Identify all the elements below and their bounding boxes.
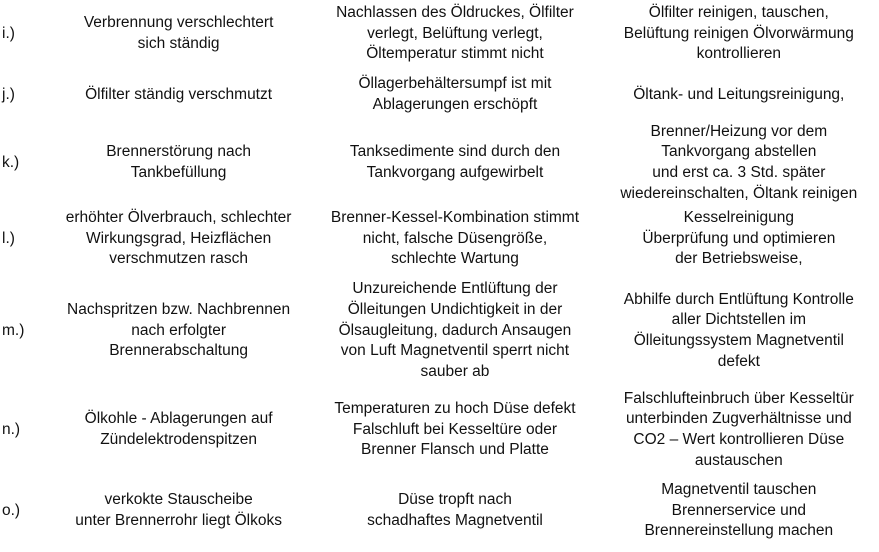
remedy-cell: Ölfilter reinigen, tauschen, Belüftung reinigen Ölvorwärmung kontrollieren — [623, 4, 854, 63]
symptom-cell: erhöhter Ölverbrauch, schlechter Wirkungsgrad, Heizflächen verschmutzen rasch — [65, 209, 292, 268]
remedy-cell: Kesselreinigung Überprüfung und optimieren der Betriebsweise, — [642, 209, 836, 268]
table-row — [0, 70, 879, 120]
table-row — [0, 205, 879, 273]
table-row — [0, 122, 879, 204]
table-row — [0, 281, 879, 381]
symptom-cell: Verbrennung verschlechtert sich ständig — [83, 14, 274, 52]
symptom-cell: Brennerstörung nach Tankbefüllung — [106, 143, 251, 181]
row-id: o.) — [2, 501, 21, 519]
row-id: i.) — [2, 24, 15, 42]
remedy-cell: Öltank- und Leitungsreinigung, — [633, 85, 845, 103]
remedy-cell: Brenner/Heizung vor dem Tankvorgang abstellen und erst ca. 3 Std. später wiedereinschalten, Öltank reinigen — [620, 122, 858, 202]
symptom-cell: verkokte Stauscheibe unter Brennerrohr liegt Ölkoks — [75, 491, 282, 529]
table-row — [0, 0, 879, 68]
row-id: n.) — [2, 420, 21, 438]
row-id: j.) — [2, 85, 15, 103]
row-id: m.) — [2, 321, 25, 339]
symptom-cell: Ölfilter ständig verschmutzt — [85, 85, 273, 103]
row-id: l.) — [2, 229, 15, 247]
remedy-cell: Falschlufteinbruch über Kesseltür unterbinden Zugverhältnisse und CO2 – Wert kontrollieren Düse austauschen — [623, 389, 854, 469]
table-row — [0, 474, 879, 548]
cause-cell: Öllagerbehältersumpf ist mit Ablagerungen erschöpft — [358, 75, 552, 113]
cause-cell: Nachlassen des Öldruckes, Ölfilter verlegt, Belüftung verlegt, Öltemperatur stimmt nicht — [336, 4, 574, 63]
symptom-cell: Nachspritzen bzw. Nachbrennen nach erfolgter Brennerabschaltung — [67, 301, 291, 360]
cause-cell: Temperaturen zu hoch Düse defekt Falschluft bei Kesseltüre oder Brenner Flansch und Platte — [334, 400, 576, 459]
table-row — [0, 388, 879, 472]
cause-cell: Düse tropft nach schadhaftes Magnetventil — [367, 491, 543, 529]
symptom-cell: Ölkohle - Ablagerungen auf Zündelektrodenspitzen — [84, 410, 273, 448]
cause-cell: Unzureichende Entlüftung der Ölleitungen Undichtigkeit in der Ölsaugleitung, dadurch Ansaugen von Luft Magnetventil sperrt nicht sauber ab — [338, 280, 572, 380]
cause-cell: Brenner-Kessel-Kombination stimmt nicht, falsche Düsengröße, schlechte Wartung — [330, 209, 580, 268]
row-id: k.) — [2, 153, 20, 171]
remedy-cell: Magnetventil tauschen Brennerservice und Brennereinstellung machen — [644, 481, 834, 540]
cause-cell: Tanksedimente sind durch den Tankvorgang aufgewirbelt — [349, 143, 561, 181]
remedy-cell: Abhilfe durch Entlüftung Kontrolle aller Dichtstellen im Ölleitungssystem Magnetventil defekt — [623, 290, 854, 370]
